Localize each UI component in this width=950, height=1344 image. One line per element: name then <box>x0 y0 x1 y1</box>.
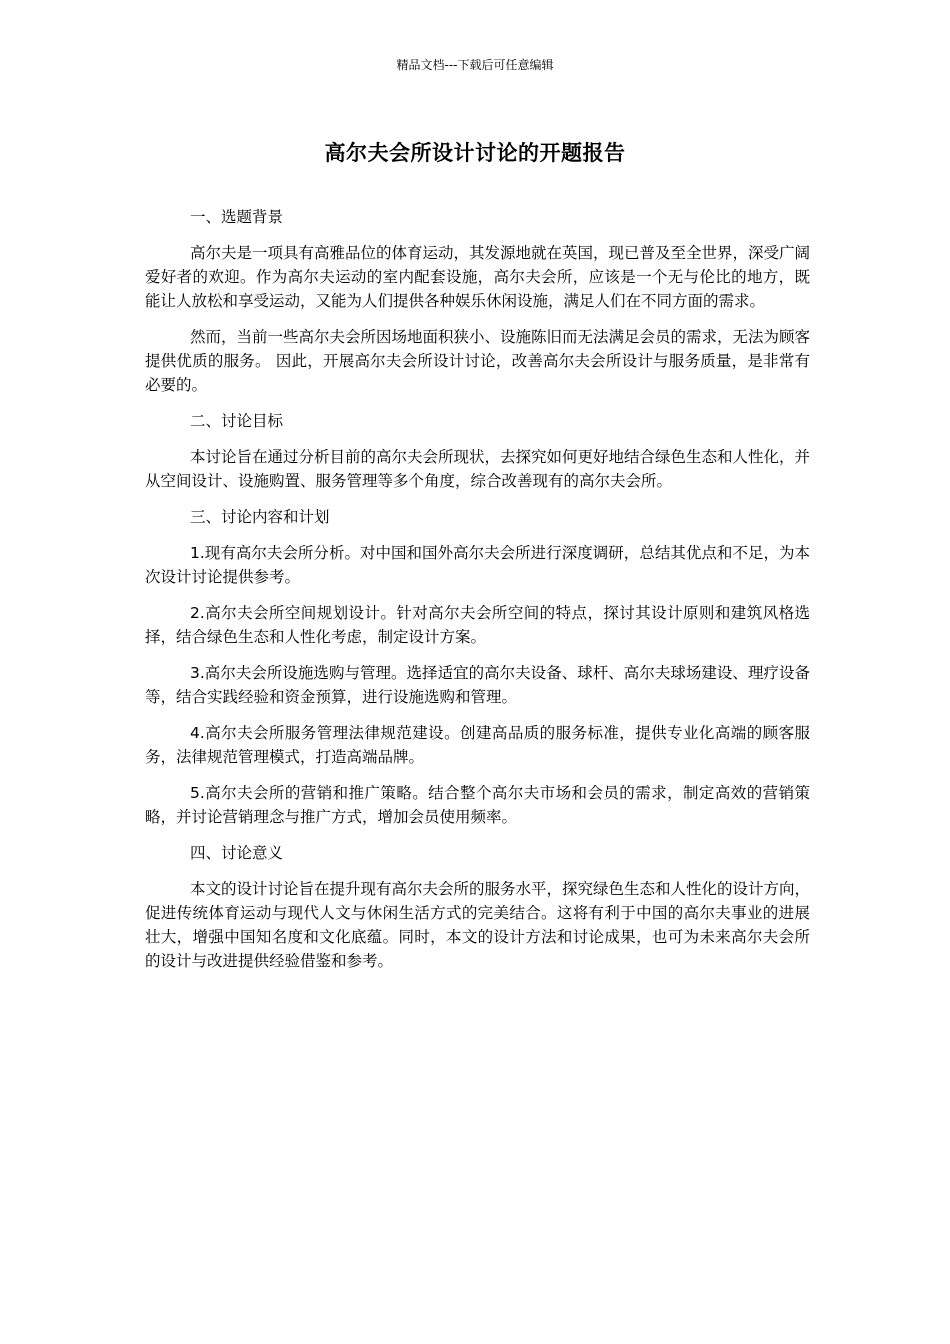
paragraph-background-1: 高尔夫是一项具有高雅品位的体育运动，其发源地就在英国，现已普及至全世界，深受广阔爱好者的欢迎。作为高尔夫运动的室内配套设施，高尔夫会所，应该是一个无与伦比的地方，既能让人放松和享受运动，又能为人们提供各种娱乐休闲设施，满足人们在不同方面的需求。 <box>145 244 811 310</box>
section-heading-goals: 二、讨论目标 <box>190 412 284 430</box>
paragraph-goals: 本讨论旨在通过分析目前的高尔夫会所现状，去探究如何更好地结合绿色生态和人性化，并从空间设计、设施购置、服务管理等多个角度，综合改善现有的高尔夫会所。 <box>145 448 811 490</box>
page-header: 精品文档---下载后可任意编辑 <box>396 58 554 72</box>
document-body <box>145 205 810 985</box>
section-heading-background: 一、选题背景 <box>190 208 284 226</box>
section-heading-plan: 三、讨论内容和计划 <box>190 508 330 526</box>
document-title: 高尔夫会所设计讨论的开题报告 <box>324 141 626 165</box>
paragraph-plan-3: 3.高尔夫会所设施选购与管理。选择适宜的高尔夫设备、球杆、高尔夫球场建设、理疗设备等，结合实践经验和资金预算，进行设施选购和管理。 <box>145 664 810 706</box>
paragraph-plan-5: 5.高尔夫会所的营销和推广策略。结合整个高尔夫市场和会员的需求，制定高效的营销策略，并讨论营销理念与推广方式，增加会员使用频率。 <box>145 784 810 826</box>
paragraph-background-2: 然而，当前一些高尔夫会所因场地面积狭小、设施陈旧而无法满足会员的需求，无法为顾客提供优质的服务。 因此，开展高尔夫会所设计讨论，改善高尔夫会所设计与服务质量，是非常有必要的。 <box>145 328 811 394</box>
section-heading-significance: 四、讨论意义 <box>190 844 284 862</box>
paragraph-plan-4: 4.高尔夫会所服务管理法律规范建设。创建高品质的服务标准，提供专业化高端的顾客服务，法律规范管理模式，打造高端品牌。 <box>145 724 810 766</box>
paragraph-plan-1: 1.现有高尔夫会所分析。对中国和国外高尔夫会所进行深度调研，总结其优点和不足，为本次设计讨论提供参考。 <box>145 544 810 586</box>
paragraph-significance: 本文的设计讨论旨在提升现有高尔夫会所的服务水平，探究绿色生态和人性化的设计方向，促进传统体育运动与现代人文与休闲生活方式的完美结合。这将有利于中国的高尔夫事业的进展壮大，增强中国知名度和文化底蕴。同时，本文的设计方法和讨论成果，也可为未来高尔夫会所的设计与改进提供经验借鉴和参考。 <box>145 880 811 970</box>
paragraph-plan-2: 2.高尔夫会所空间规划设计。针对高尔夫会所空间的特点，探讨其设计原则和建筑风格选择，结合绿色生态和人性化考虑，制定设计方案。 <box>145 604 810 646</box>
